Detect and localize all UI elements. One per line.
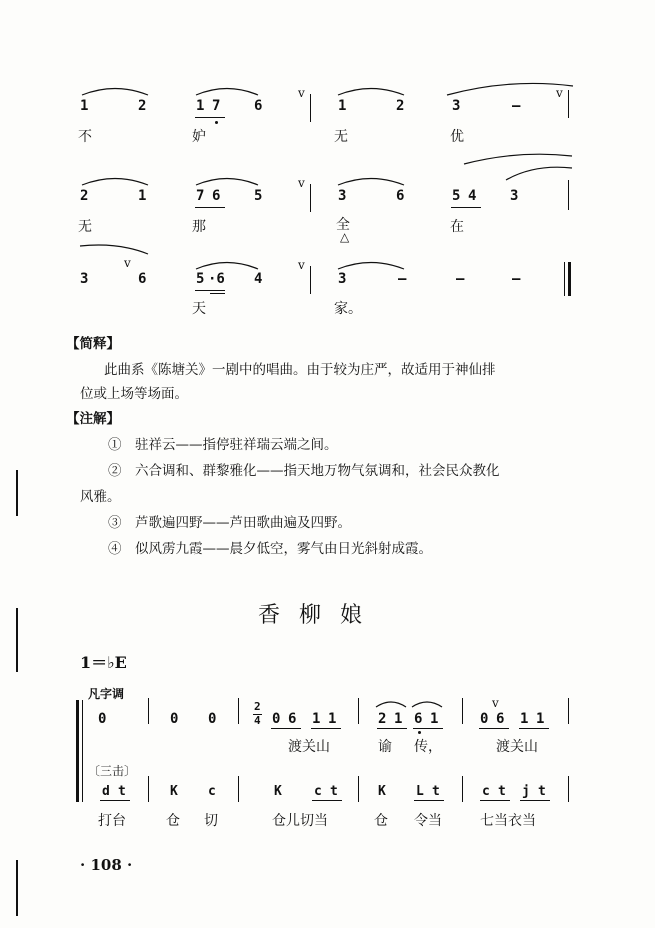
perc-note: t [330, 784, 338, 799]
perc-note: c [314, 784, 322, 799]
lyric: 无 [334, 129, 348, 145]
barline [564, 262, 565, 296]
barline [462, 776, 463, 802]
barline [310, 184, 311, 212]
song-title: 香 柳 娘 [258, 603, 368, 628]
dot [418, 731, 421, 734]
note: 1 [196, 98, 205, 114]
underline [377, 728, 407, 729]
barline [568, 698, 569, 724]
perc-note: j [522, 784, 530, 799]
note: 3 [452, 98, 461, 114]
note: 1 [520, 711, 529, 727]
slur [194, 176, 260, 186]
scan-edge-mark [16, 470, 18, 516]
lyric: 家。 [334, 301, 362, 317]
accent-mark: △ [340, 230, 350, 244]
barline [568, 180, 569, 210]
note: 3 [80, 271, 89, 287]
note: – [512, 271, 521, 287]
barline [148, 776, 149, 802]
perc-note: K [170, 784, 178, 799]
barline [310, 266, 311, 294]
system-bracket-inner [82, 700, 83, 802]
lyric: 天 [192, 301, 206, 317]
barline [238, 776, 239, 802]
note: 5 [254, 188, 263, 204]
note: 3 [510, 188, 519, 204]
scan-edge-mark [16, 608, 18, 672]
underline [312, 800, 342, 801]
note: 6 [288, 711, 297, 727]
paragraph: 位或上场等场面。 [80, 386, 188, 402]
note: 1 [536, 711, 545, 727]
underline [271, 728, 301, 729]
underline [414, 800, 444, 801]
note: 0 [208, 711, 217, 727]
perc-note: t [432, 784, 440, 799]
percussion-label: 〔三击〕 [88, 764, 137, 778]
system-bracket [76, 700, 79, 802]
lyric: 渡关山 [496, 739, 538, 755]
underline [100, 800, 130, 801]
note: 1 [80, 98, 89, 114]
underline [195, 207, 225, 208]
note: 2 [80, 188, 89, 204]
note: 6 [396, 188, 405, 204]
lyric: 在 [450, 219, 464, 235]
note: ·6 [208, 271, 225, 287]
underline [195, 117, 225, 118]
breath-mark: v [124, 256, 131, 270]
underline [519, 728, 549, 729]
lyric: 妒 [192, 129, 206, 145]
underline [413, 728, 443, 729]
lyric: 全 [336, 217, 350, 233]
lyric: 无 [78, 219, 92, 235]
note: 5 [196, 271, 205, 287]
note: 1 [138, 188, 147, 204]
note: – [456, 271, 465, 287]
note: – [398, 271, 407, 287]
perc-word: 仓 [166, 813, 180, 829]
note: 6 [496, 711, 505, 727]
perc-note: L [416, 784, 424, 799]
perc-note: K [378, 784, 386, 799]
slur [410, 700, 444, 708]
breath-mark: v [298, 258, 305, 272]
barline [462, 698, 463, 724]
barline [568, 90, 569, 118]
note-item: ② 六合调和、群黎雅化——指天地万物气氛调和，社会民众教化 [108, 463, 500, 479]
note: 2 [396, 98, 405, 114]
perc-word: 仓儿切当 [272, 813, 328, 829]
lyric: 谕 [378, 739, 392, 755]
slur [336, 86, 406, 96]
breath-mark: v [556, 86, 563, 100]
barline [238, 698, 239, 724]
slur [80, 86, 150, 96]
slur [374, 700, 408, 708]
perc-word: 打台 [98, 813, 126, 829]
breath-mark: v [298, 86, 305, 100]
section-title-zhujie: 【注解】 [66, 411, 120, 427]
note: 0 [480, 711, 489, 727]
perc-note: t [538, 784, 546, 799]
breath-mark: v [298, 176, 305, 190]
perc-word: 七当衣当 [480, 813, 536, 829]
note: 6 [212, 188, 221, 204]
mode-label: 凡字调 [88, 687, 125, 701]
perc-note: c [482, 784, 490, 799]
perc-word: 仓 [374, 813, 388, 829]
underline [195, 290, 225, 291]
note: 0 [98, 711, 107, 727]
note: 1 [328, 711, 337, 727]
underline [210, 293, 225, 294]
scan-edge-mark [16, 860, 18, 916]
note: 1 [312, 711, 321, 727]
time-sig-bottom: 4 [254, 714, 261, 727]
final-barline [568, 262, 571, 296]
underline [480, 800, 510, 801]
note: 2 [138, 98, 147, 114]
slur [194, 260, 260, 270]
barline [310, 94, 311, 122]
note: 4 [254, 271, 263, 287]
key-signature: 1＝♭E [80, 653, 127, 672]
barline [568, 776, 569, 802]
slur [462, 152, 574, 166]
note: 2 [378, 711, 387, 727]
note: 4 [468, 188, 477, 204]
lyric: 那 [192, 219, 206, 235]
lyric: 传， [414, 739, 442, 755]
slur [504, 166, 574, 182]
perc-note: K [274, 784, 282, 799]
note: 6 [138, 271, 147, 287]
note: 1 [338, 98, 347, 114]
slur [336, 260, 406, 270]
dot [215, 121, 218, 124]
note: 0 [170, 711, 179, 727]
note: 0 [272, 711, 281, 727]
note: 1 [394, 711, 403, 727]
slur [78, 244, 150, 256]
lyric: 渡关山 [288, 739, 330, 755]
note-item: ③ 芦歌遍四野——芦田歌曲遍及四野。 [108, 515, 351, 531]
lyric: 优 [450, 129, 464, 145]
note-item: 风雅。 [80, 489, 121, 505]
perc-word: 切 [204, 813, 218, 829]
page-number: · 108 · [80, 856, 133, 874]
paragraph: 此曲系《陈塘关》一剧中的唱曲。由于较为庄严，故适用于神仙排 [104, 362, 496, 378]
note: 6 [254, 98, 263, 114]
note: 7 [212, 98, 221, 114]
underline [479, 728, 509, 729]
lyric: 不 [78, 129, 92, 145]
breath-mark: v [492, 696, 499, 710]
perc-note: t [498, 784, 506, 799]
perc-note: d [102, 784, 110, 799]
slur [80, 176, 150, 186]
perc-note: c [208, 784, 216, 799]
note: 1 [430, 711, 439, 727]
underline [520, 800, 550, 801]
perc-word: 令当 [414, 813, 442, 829]
note: 6 [414, 711, 423, 727]
note: – [512, 98, 521, 114]
note-item: ① 驻祥云——指停驻祥瑞云端之间。 [108, 437, 338, 453]
underline [311, 728, 341, 729]
note: 3 [338, 271, 347, 287]
perc-note: t [118, 784, 126, 799]
note: 7 [196, 188, 205, 204]
barline [358, 698, 359, 724]
underline [451, 207, 481, 208]
time-sig-top: 2 [254, 700, 261, 713]
note: 3 [338, 188, 347, 204]
slur [194, 86, 260, 96]
note-item: ④ 似风雳九霞——晨夕低空，雾气由日光斜射成霞。 [108, 541, 432, 557]
slur [336, 176, 406, 186]
section-title-jianshi: 【简释】 [66, 336, 120, 352]
barline [148, 698, 149, 724]
barline [358, 776, 359, 802]
note: 5 [452, 188, 461, 204]
